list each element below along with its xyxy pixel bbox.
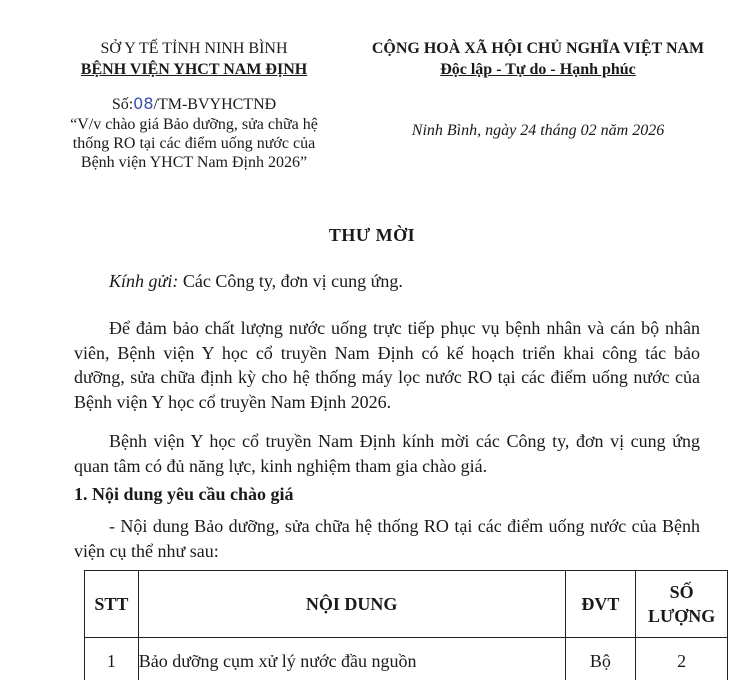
body-paragraph: Bệnh viện Y học cổ truyền Nam Định kính mời các Công ty, đơn vị cung ứng quan tâm có đủ năng lực, kinh nghiệm tham gia chào giá. — [74, 431, 700, 476]
cell-so-luong: 2 — [636, 638, 728, 680]
greeting-label: Kính gửi: — [109, 271, 179, 291]
greeting — [109, 271, 403, 292]
greeting-recipient: Các Công ty, đơn vị cung ứng. — [178, 271, 403, 291]
cell-stt: 1 — [85, 638, 139, 680]
subject-line: “V/v chào giá Bảo dưỡng, sửa chữa hệ — [70, 116, 318, 133]
doc-number-prefix: Số: — [111, 96, 134, 113]
cell-dvt: Bộ — [565, 638, 636, 680]
subject-line: Bệnh viện YHCT Nam Định 2026” — [80, 154, 308, 171]
header-dvt: ĐVT — [565, 571, 636, 638]
nation-name: CỘNG HOÀ XÃ HỘI CHỦ NGHĨA VIỆT NAM — [371, 40, 705, 57]
header-stt: STT — [85, 571, 139, 638]
section-intro: - Nội dung Bảo dưỡng, sửa chữa hệ thống RO tại các điểm uống nước của Bệnh viện cụ thể như sau: — [74, 516, 700, 561]
items-table — [84, 570, 728, 680]
national-motto: Độc lập - Tự do - Hạnh phúc — [440, 61, 636, 78]
hospital-name: BỆNH VIỆN YHCT NAM ĐỊNH — [80, 61, 308, 78]
document-number — [46, 94, 342, 115]
subject-line: thống RO tại các điểm uống nước của — [72, 135, 316, 152]
table-header-row — [85, 571, 728, 638]
body-paragraph: Để đảm bảo chất lượng nước uống trực tiếp phục vụ bệnh nhân và cán bộ nhân viên, Bệnh viện Y học cổ truyền Nam Định có kế hoạch triển khai công tác bảo dưỡng, sửa chữa định kỳ cho hệ thống máy lọc nước RO tại các điểm uống nước của Bệnh viện Y học cổ truyền Nam Định 2026. — [74, 318, 700, 412]
agency-name: SỞ Y TẾ TỈNH NINH BÌNH — [100, 40, 288, 57]
table-row — [85, 638, 728, 680]
doc-number-suffix: /TM-BVYHCTNĐ — [153, 96, 277, 113]
header-so-luong — [636, 571, 728, 638]
document-date: Ninh Bình, ngày 24 tháng 02 năm 2026 — [411, 122, 665, 139]
section-heading: 1. Nội dung yêu cầu chào giá — [74, 484, 294, 504]
cell-noi-dung: Bảo dưỡng cụm xử lý nước đầu nguồn — [138, 638, 565, 680]
document-subject — [46, 115, 342, 172]
header-left — [46, 38, 342, 172]
header-so-luong-line2: LƯỢNG — [647, 606, 716, 626]
header-so-luong-line1: SỐ — [669, 582, 694, 602]
document-title: THƯ MỜI — [328, 225, 416, 245]
header-right — [362, 38, 714, 140]
doc-number-handwritten: 08 — [133, 94, 154, 113]
header-noi-dung: NỘI DUNG — [138, 571, 565, 638]
